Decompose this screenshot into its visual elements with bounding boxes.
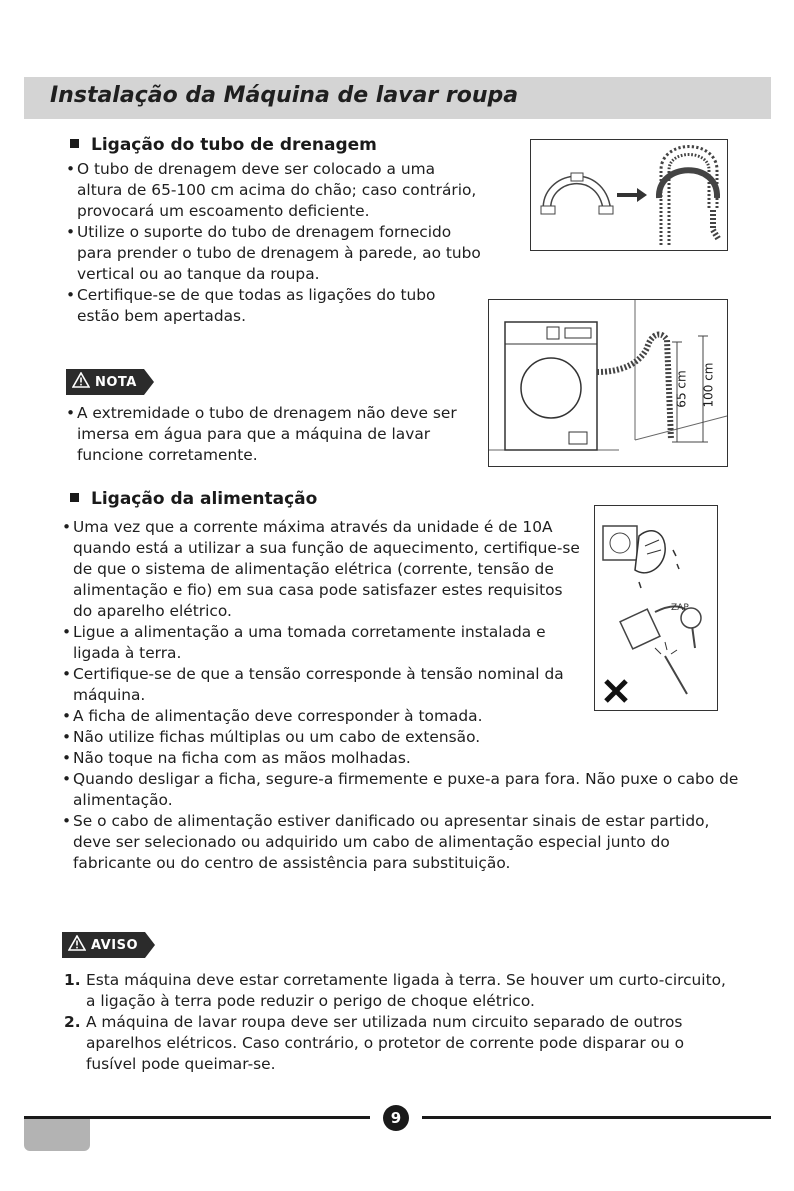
washer-drain-height-figure: [488, 299, 728, 467]
warning-triangle-icon: [68, 935, 86, 955]
footer-rule-right: [422, 1116, 771, 1119]
footer-tab: [24, 1119, 90, 1151]
list-item: • Uma vez que a corrente máxima através da unidade é de 10A quando está a utilizar a sua função de aquecimento, certifique-se de que o sistema de alimentação elétrica (corrente, tensão de alimentação e fio) em sua casa pode satisfazer estes requisitos do aparelho elétrico.: [62, 518, 580, 620]
note-badge: NOTA: [66, 369, 144, 395]
warning-numbered-list: [64, 970, 734, 1075]
prohibited-cross-icon: [603, 678, 629, 708]
list-item: • Certifique-se de que todas as ligações do tubo estão bem apertadas.: [66, 286, 436, 325]
power-section-heading: Ligação da alimentação: [70, 489, 317, 509]
warning-badge: AVISO: [62, 932, 145, 958]
square-bullet-icon: [70, 139, 79, 148]
section-header-bar: [24, 77, 771, 119]
list-item: 2. A máquina de lavar roupa deve ser utilizada num circuito separado de outros aparelhos elétricos. Caso contrário, o protetor de corrente pode disparar ou o fusível pode queimar-se.: [64, 1013, 685, 1073]
height-label-65: 65 cm: [674, 370, 689, 408]
list-item: • A ficha de alimentação deve corresponder à tomada.: [62, 707, 483, 725]
warning-triangle-icon: [72, 372, 90, 392]
list-item: • Utilize o suporte do tubo de drenagem fornecido para prender o tubo de drenagem à parede, ao tubo vertical ou ao tanque da roupa.: [66, 223, 481, 283]
list-item: 1. Esta máquina deve estar corretamente ligada à terra. Se houver um curto-circuito, a ligação à terra pode reduzir o perigo de choque elétrico.: [64, 971, 726, 1010]
list-item: • Não toque na ficha com as mãos molhadas.: [62, 749, 411, 767]
drain-bullet-list: [66, 159, 482, 327]
list-item: • Certifique-se de que a tensão corresponde à tensão nominal da máquina.: [62, 665, 564, 704]
page-title: Instalação da Máquina de lavar roupa: [50, 83, 519, 108]
svg-text:ZAP: ZAP: [671, 603, 689, 613]
list-item: • Ligue a alimentação a uma tomada corretamente instalada e ligada à terra.: [62, 623, 546, 662]
list-item: • O tubo de drenagem deve ser colocado a uma altura de 65-100 cm acima do chão; caso contrário, provocará um escoamento deficiente.: [66, 160, 477, 220]
square-bullet-icon: [70, 493, 79, 502]
plug-safety-figure: [594, 505, 718, 711]
height-label-100: 100 cm: [701, 362, 716, 408]
list-item: • Quando desligar a ficha, segure-a firmemente e puxe-a para fora. Não puxe o cabo de alimentação.: [62, 770, 739, 809]
drain-section-heading: Ligação do tubo de drenagem: [70, 135, 377, 155]
page-number: 9: [383, 1105, 409, 1131]
note-text: • A extremidade o tubo de drenagem não deve ser imersa em água para que a máquina de lavar funcione corretamente.: [66, 404, 457, 464]
list-item: • Não utilize fichas múltiplas ou um cabo de extensão.: [62, 728, 481, 746]
list-item: • Se o cabo de alimentação estiver danificado ou apresentar sinais de estar partido, deve ser selecionado ou adquirido um cabo de alimentação especial junto do fabricante ou do centro de assistência para substituição.: [62, 812, 710, 872]
hose-bracket-figure: [530, 139, 728, 251]
